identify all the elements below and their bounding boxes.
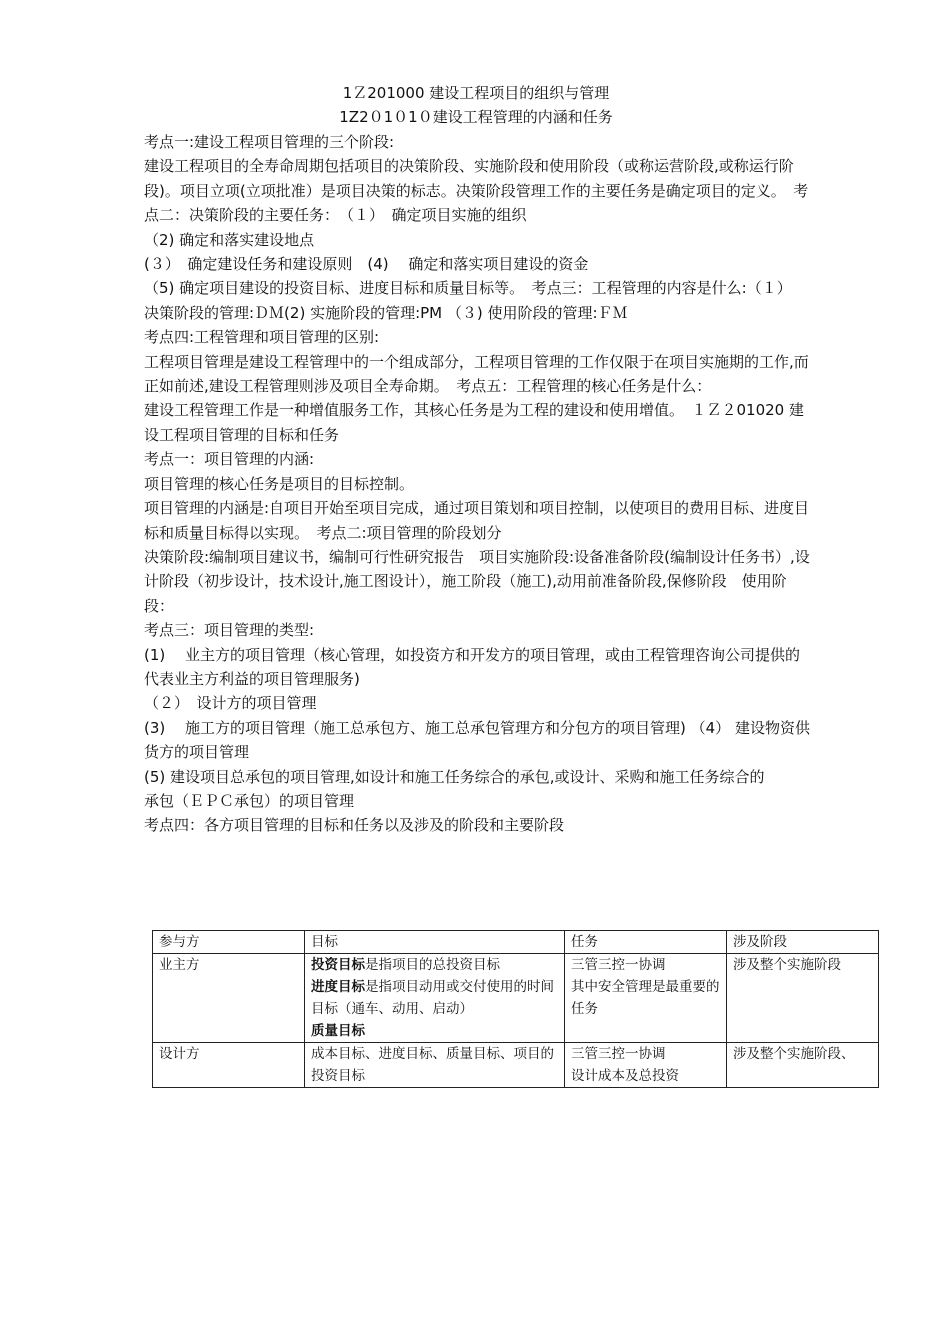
paragraph: 工程项目管理是建设工程管理中的一个组成部分，工程项目管理的工作仅限于在项目实施期的工作,而正如前述,建设工程管理则涉及项目全寿命期。 考点五：工程管理的核心任务是什么： xyxy=(144,352,809,396)
paragraph: (5) 建设项目总承包的项目管理,如设计和施工任务综合的承包,或设计、采购和施工任务综合的 xyxy=(144,767,765,786)
paragraph: （2) 确定和落实建设地点 xyxy=(144,230,315,249)
management-table xyxy=(152,930,879,1088)
cell-party: 业主方 xyxy=(153,954,305,1043)
header-stage: 涉及阶段 xyxy=(727,931,879,954)
table-row xyxy=(153,954,879,1043)
paragraph: 决策阶段:编制项目建议书，编制可行性研究报告 项目实施阶段:设备准备阶段(编制设计任务书）,设计阶段（初步设计，技术设计,施工图设计），施工阶段（施工),动用前准备阶段,保修阶段 使用阶段： xyxy=(144,547,810,615)
goal-label: 质量目标 xyxy=(311,1023,365,1039)
body-text xyxy=(144,130,812,838)
paragraph: 承包（ＥＰＣ承包）的项目管理 xyxy=(144,791,355,810)
cell-task: 三管三控一协调 设计成本及总投资 xyxy=(565,1043,727,1088)
paragraph: 考点一:建设工程项目管理的三个阶段: xyxy=(144,133,395,151)
paragraph: (３） 确定建设任务和建设原则 (4) 确定和落实项目建设的资金 xyxy=(144,255,589,274)
cell-stage: 涉及整个实施阶段 xyxy=(727,954,879,1043)
paragraph: （5) 确定项目建设的投资目标、进度目标和质量目标等。 考点三：工程管理的内容是什么:（１） 决策阶段的管理:ＤＭ(2) 实施阶段的管理:PM （３) 使用阶段的管理:ＦＭ xyxy=(144,279,800,322)
goal-text: 是指项目的总投资目标 xyxy=(365,957,500,973)
table-row xyxy=(153,1043,879,1088)
goal-text: 是指项目动用或交付使用的时间目标（通车、动用、启动） xyxy=(311,979,554,1017)
section-title: 1Z2０1０1０建设工程管理的内涵和任务 xyxy=(339,108,613,126)
paragraph: 项目管理的内涵是:自项目开始至项目完成，通过项目策划和项目控制，以使项目的费用目标、进度目标和质量目标得以实现。 考点二:项目管理的阶段划分 xyxy=(144,499,810,542)
cell-task: 三管三控一协调 其中安全管理是最重要的任务 xyxy=(565,954,727,1043)
paragraph: （２） 设计方的项目管理 xyxy=(144,694,317,713)
paragraph: (1) 业主方的项目管理（核心管理，如投资方和开发方的项目管理，或由工程管理咨询公司提供的 xyxy=(144,645,801,664)
paragraph: 建设工程项目的全寿命周期包括项目的决策阶段、实施阶段和使用阶段（或称运营阶段,或称运行阶段)。项目立项(立项批准）是项目决策的标志。决策阶段管理工作的主要任务是确定项目的定义。 考点二：决策阶段的主要任务： （１） 确定项目实施的组织 xyxy=(144,157,809,225)
header-task: 任务 xyxy=(565,931,727,954)
paragraph: 考点一：项目管理的内涵: xyxy=(144,450,315,469)
cell-party: 设计方 xyxy=(153,1043,305,1088)
paragraph: 考点四:工程管理和项目管理的区别: xyxy=(144,328,380,347)
management-table-wrapper xyxy=(152,930,879,1088)
paragraph: 考点三：项目管理的类型: xyxy=(144,621,315,640)
goal-label: 投资目标 xyxy=(311,957,365,973)
cell-stage: 涉及整个实施阶段、 xyxy=(727,1043,879,1088)
cell-goal xyxy=(305,954,565,1043)
paragraph: 代表业主方利益的项目管理服务) xyxy=(144,669,360,688)
paragraph: 项目管理的核心任务是项目的目标控制。 xyxy=(144,474,415,493)
paragraph: (3) 施工方的项目管理（施工总承包方、施工总承包管理方和分包方的项目管理) （4） 建设物资供货方的项目管理 xyxy=(144,718,810,762)
header-party: 参与方 xyxy=(153,931,305,954)
goal-label: 进度目标 xyxy=(311,979,365,995)
cell-goal: 成本目标、进度目标、质量目标、项目的投资目标 xyxy=(305,1043,565,1088)
paragraph: 建设工程管理工作是一种增值服务工作，其核心任务是为工程的建设和使用增值。 １Ｚ２01020 建设工程项目管理的目标和任务 xyxy=(144,401,804,444)
table-header-row xyxy=(153,931,879,954)
chapter-title: 1Ｚ201000 建设工程项目的组织与管理 xyxy=(342,84,610,102)
header-goal: 目标 xyxy=(305,931,565,954)
paragraph: 考点四：各方项目管理的目标和任务以及涉及的阶段和主要阶段 xyxy=(144,816,565,835)
